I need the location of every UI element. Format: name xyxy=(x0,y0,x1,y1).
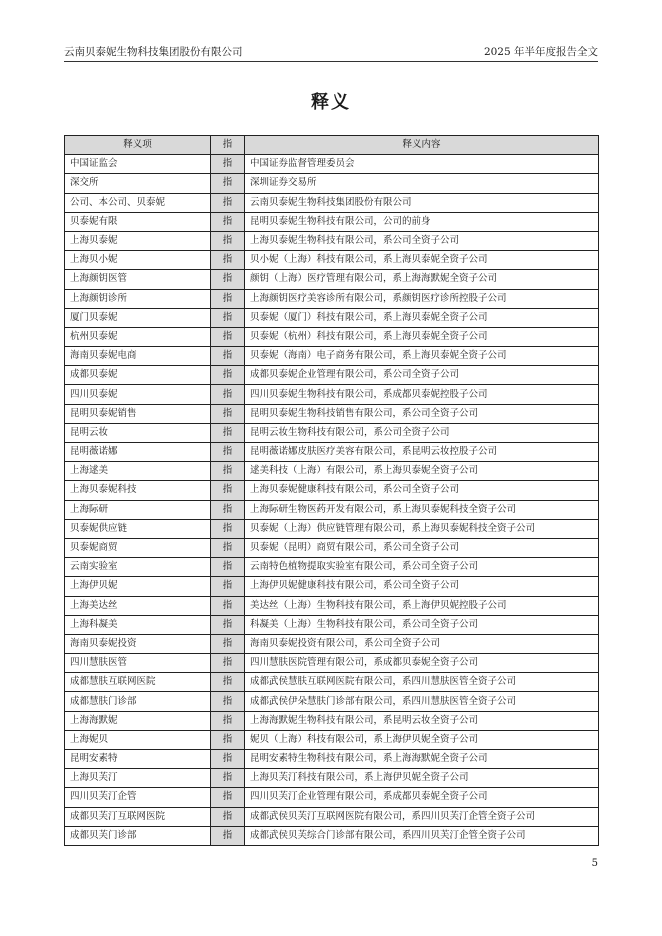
row-ref: 指 xyxy=(211,826,245,845)
table-row xyxy=(65,423,599,442)
row-term: 成都慧肤门诊部 xyxy=(65,692,211,711)
row-ref: 指 xyxy=(211,347,245,366)
row-term: 四川慧肤医管 xyxy=(65,654,211,673)
row-definition: 上海贝泰妮健康科技有限公司，系公司全资子公司 xyxy=(245,481,599,500)
row-ref: 指 xyxy=(211,596,245,615)
row-definition: 上海伊贝妮健康科技有限公司，系公司全资子公司 xyxy=(245,577,599,596)
header-ref: 指 xyxy=(211,136,245,155)
row-ref: 指 xyxy=(211,730,245,749)
table-row xyxy=(65,596,599,615)
row-term: 海南贝泰妮投资 xyxy=(65,634,211,653)
row-term: 上海贝泰妮科技 xyxy=(65,481,211,500)
row-definition: 科凝美（上海）生物科技有限公司，系公司全资子公司 xyxy=(245,615,599,634)
row-ref: 指 xyxy=(211,654,245,673)
row-definition: 昆明贝泰妮生物科技有限公司，公司的前身 xyxy=(245,212,599,231)
table-row xyxy=(65,538,599,557)
row-ref: 指 xyxy=(211,615,245,634)
row-term: 厦门贝泰妮 xyxy=(65,308,211,327)
table-row xyxy=(65,558,599,577)
table-row xyxy=(65,155,599,174)
row-term: 上海海默妮 xyxy=(65,711,211,730)
table-row xyxy=(65,807,599,826)
table-row xyxy=(65,519,599,538)
table-row xyxy=(65,788,599,807)
row-term: 海南贝泰妮电商 xyxy=(65,347,211,366)
row-ref: 指 xyxy=(211,231,245,250)
row-term: 上海贝小妮 xyxy=(65,251,211,270)
header-divider xyxy=(64,61,598,62)
table-row xyxy=(65,500,599,519)
row-definition: 美达丝（上海）生物科技有限公司，系上海伊贝妮控股子公司 xyxy=(245,596,599,615)
row-definition: 上海海默妮生物科技有限公司，系昆明云妆全资子公司 xyxy=(245,711,599,730)
table-row xyxy=(65,654,599,673)
row-definition: 贝泰妮（昆明）商贸有限公司，系公司全资子公司 xyxy=(245,538,599,557)
row-ref: 指 xyxy=(211,788,245,807)
table-row xyxy=(65,251,599,270)
table-row xyxy=(65,692,599,711)
row-definition: 上海贝芙汀科技有限公司，系上海伊贝妮全资子公司 xyxy=(245,769,599,788)
table-row xyxy=(65,347,599,366)
row-term: 上海颜钥诊所 xyxy=(65,289,211,308)
row-term: 杭州贝泰妮 xyxy=(65,327,211,346)
row-term: 昆明贝泰妮销售 xyxy=(65,404,211,423)
row-term: 成都贝芙门诊部 xyxy=(65,826,211,845)
table-row xyxy=(65,769,599,788)
row-term: 上海美达丝 xyxy=(65,596,211,615)
row-term: 贝泰妮商贸 xyxy=(65,538,211,557)
row-ref: 指 xyxy=(211,155,245,174)
table-row xyxy=(65,366,599,385)
row-term: 深交所 xyxy=(65,174,211,193)
table-row xyxy=(65,750,599,769)
row-definition: 昆明安素特生物科技有限公司，系上海海默妮全资子公司 xyxy=(245,750,599,769)
row-ref: 指 xyxy=(211,750,245,769)
row-definition: 海南贝泰妮投资有限公司，系公司全资子公司 xyxy=(245,634,599,653)
table-row xyxy=(65,327,599,346)
row-definition: 逑美科技（上海）有限公司，系上海贝泰妮全资子公司 xyxy=(245,462,599,481)
row-term: 上海逑美 xyxy=(65,462,211,481)
row-definition: 贝泰妮（海南）电子商务有限公司，系上海贝泰妮全资子公司 xyxy=(245,347,599,366)
row-definition: 中国证券监督管理委员会 xyxy=(245,155,599,174)
row-ref: 指 xyxy=(211,327,245,346)
page-number: 5 xyxy=(591,858,598,869)
row-definition: 成都武侯贝芙综合门诊部有限公司，系四川贝芙汀企管全资子公司 xyxy=(245,826,599,845)
row-definition: 成都武侯贝芙汀互联网医院有限公司，系四川贝芙汀企管全资子公司 xyxy=(245,807,599,826)
row-definition: 颜钥（上海）医疗管理有限公司，系上海海默妮全资子公司 xyxy=(245,270,599,289)
row-term: 贝泰妮供应链 xyxy=(65,519,211,538)
table-row xyxy=(65,462,599,481)
header-term: 释义项 xyxy=(65,136,211,155)
table-row xyxy=(65,826,599,845)
table-row xyxy=(65,673,599,692)
row-ref: 指 xyxy=(211,711,245,730)
row-ref: 指 xyxy=(211,519,245,538)
table-row xyxy=(65,193,599,212)
row-term: 上海颜钥医管 xyxy=(65,270,211,289)
row-term: 上海妮贝 xyxy=(65,730,211,749)
row-term: 四川贝芙汀企管 xyxy=(65,788,211,807)
row-term: 上海伊贝妮 xyxy=(65,577,211,596)
row-ref: 指 xyxy=(211,462,245,481)
row-definition: 四川贝泰妮生物科技有限公司，系成都贝泰妮控股子公司 xyxy=(245,385,599,404)
table-row xyxy=(65,385,599,404)
row-term: 昆明云妆 xyxy=(65,423,211,442)
row-definition: 上海贝泰妮生物科技有限公司，系公司全资子公司 xyxy=(245,231,599,250)
row-definition: 成都武侯伊朵慧肤门诊部有限公司，系四川慧肤医管全资子公司 xyxy=(245,692,599,711)
table-row xyxy=(65,289,599,308)
table-row xyxy=(65,212,599,231)
definitions-table xyxy=(64,135,599,846)
row-ref: 指 xyxy=(211,404,245,423)
row-definition: 贝泰妮（杭州）科技有限公司，系上海贝泰妮全资子公司 xyxy=(245,327,599,346)
row-term: 公司、本公司、贝泰妮 xyxy=(65,193,211,212)
row-definition: 成都贝泰妮企业管理有限公司，系公司全资子公司 xyxy=(245,366,599,385)
table-row xyxy=(65,634,599,653)
row-ref: 指 xyxy=(211,289,245,308)
row-ref: 指 xyxy=(211,692,245,711)
row-ref: 指 xyxy=(211,212,245,231)
row-ref: 指 xyxy=(211,385,245,404)
row-term: 贝泰妮有限 xyxy=(65,212,211,231)
row-ref: 指 xyxy=(211,673,245,692)
row-term: 中国证监会 xyxy=(65,155,211,174)
row-ref: 指 xyxy=(211,481,245,500)
row-ref: 指 xyxy=(211,807,245,826)
row-term: 云南实验室 xyxy=(65,558,211,577)
header-report-title: 2025 年半年度报告全文 xyxy=(483,46,598,58)
row-ref: 指 xyxy=(211,270,245,289)
row-term: 成都贝泰妮 xyxy=(65,366,211,385)
row-term: 成都贝芙汀互联网医院 xyxy=(65,807,211,826)
row-ref: 指 xyxy=(211,634,245,653)
row-definition: 妮贝（上海）科技有限公司，系上海伊贝妮全资子公司 xyxy=(245,730,599,749)
row-definition: 昆明云妆生物科技有限公司，系公司全资子公司 xyxy=(245,423,599,442)
row-term: 昆明安素特 xyxy=(65,750,211,769)
row-ref: 指 xyxy=(211,193,245,212)
row-definition: 四川贝芙汀企业管理有限公司，系成都贝泰妮全资子公司 xyxy=(245,788,599,807)
table-row xyxy=(65,308,599,327)
table-row xyxy=(65,270,599,289)
page-header xyxy=(64,44,598,60)
row-ref: 指 xyxy=(211,769,245,788)
table-row xyxy=(65,577,599,596)
row-ref: 指 xyxy=(211,251,245,270)
table-row xyxy=(65,730,599,749)
header-company: 云南贝泰妮生物科技集团股份有限公司 xyxy=(64,46,243,58)
row-ref: 指 xyxy=(211,558,245,577)
row-definition: 云南贝泰妮生物科技集团股份有限公司 xyxy=(245,193,599,212)
row-definition: 贝泰妮（厦门）科技有限公司，系上海贝泰妮全资子公司 xyxy=(245,308,599,327)
row-term: 上海贝芙汀 xyxy=(65,769,211,788)
row-term: 上海贝泰妮 xyxy=(65,231,211,250)
row-definition: 上海颜钥医疗美容诊所有限公司，系颜钥医疗诊所控股子公司 xyxy=(245,289,599,308)
table-row xyxy=(65,481,599,500)
table-row xyxy=(65,231,599,250)
row-term: 昆明薇诺娜 xyxy=(65,443,211,462)
table-row xyxy=(65,174,599,193)
row-definition: 深圳证券交易所 xyxy=(245,174,599,193)
row-ref: 指 xyxy=(211,538,245,557)
row-ref: 指 xyxy=(211,443,245,462)
table-row xyxy=(65,615,599,634)
row-ref: 指 xyxy=(211,366,245,385)
table-row xyxy=(65,711,599,730)
row-ref: 指 xyxy=(211,423,245,442)
row-ref: 指 xyxy=(211,577,245,596)
row-definition: 贝小妮（上海）科技有限公司，系上海贝泰妮全资子公司 xyxy=(245,251,599,270)
row-definition: 贝泰妮（上海）供应链管理有限公司，系上海贝泰妮科技全资子公司 xyxy=(245,519,599,538)
row-definition: 四川慧肤医院管理有限公司，系成都贝泰妮全资子公司 xyxy=(245,654,599,673)
row-term: 上海际研 xyxy=(65,500,211,519)
row-definition: 昆明薇诺娜皮肤医疗美容有限公司，系昆明云妆控股子公司 xyxy=(245,443,599,462)
row-term: 上海科凝美 xyxy=(65,615,211,634)
row-ref: 指 xyxy=(211,500,245,519)
row-term: 成都慧肤互联网医院 xyxy=(65,673,211,692)
table-header-row xyxy=(65,136,599,155)
row-ref: 指 xyxy=(211,308,245,327)
table-row xyxy=(65,404,599,423)
row-definition: 成都武侯慧肤互联网医院有限公司，系四川慧肤医管全资子公司 xyxy=(245,673,599,692)
page-title: 释义 xyxy=(311,92,351,113)
row-definition: 云南特色植物提取实验室有限公司，系公司全资子公司 xyxy=(245,558,599,577)
header-definition: 释义内容 xyxy=(245,136,599,155)
table-row xyxy=(65,443,599,462)
row-definition: 昆明贝泰妮生物科技销售有限公司，系公司全资子公司 xyxy=(245,404,599,423)
row-term: 四川贝泰妮 xyxy=(65,385,211,404)
row-definition: 上海际研生物医药开发有限公司，系上海贝泰妮科技全资子公司 xyxy=(245,500,599,519)
row-ref: 指 xyxy=(211,174,245,193)
